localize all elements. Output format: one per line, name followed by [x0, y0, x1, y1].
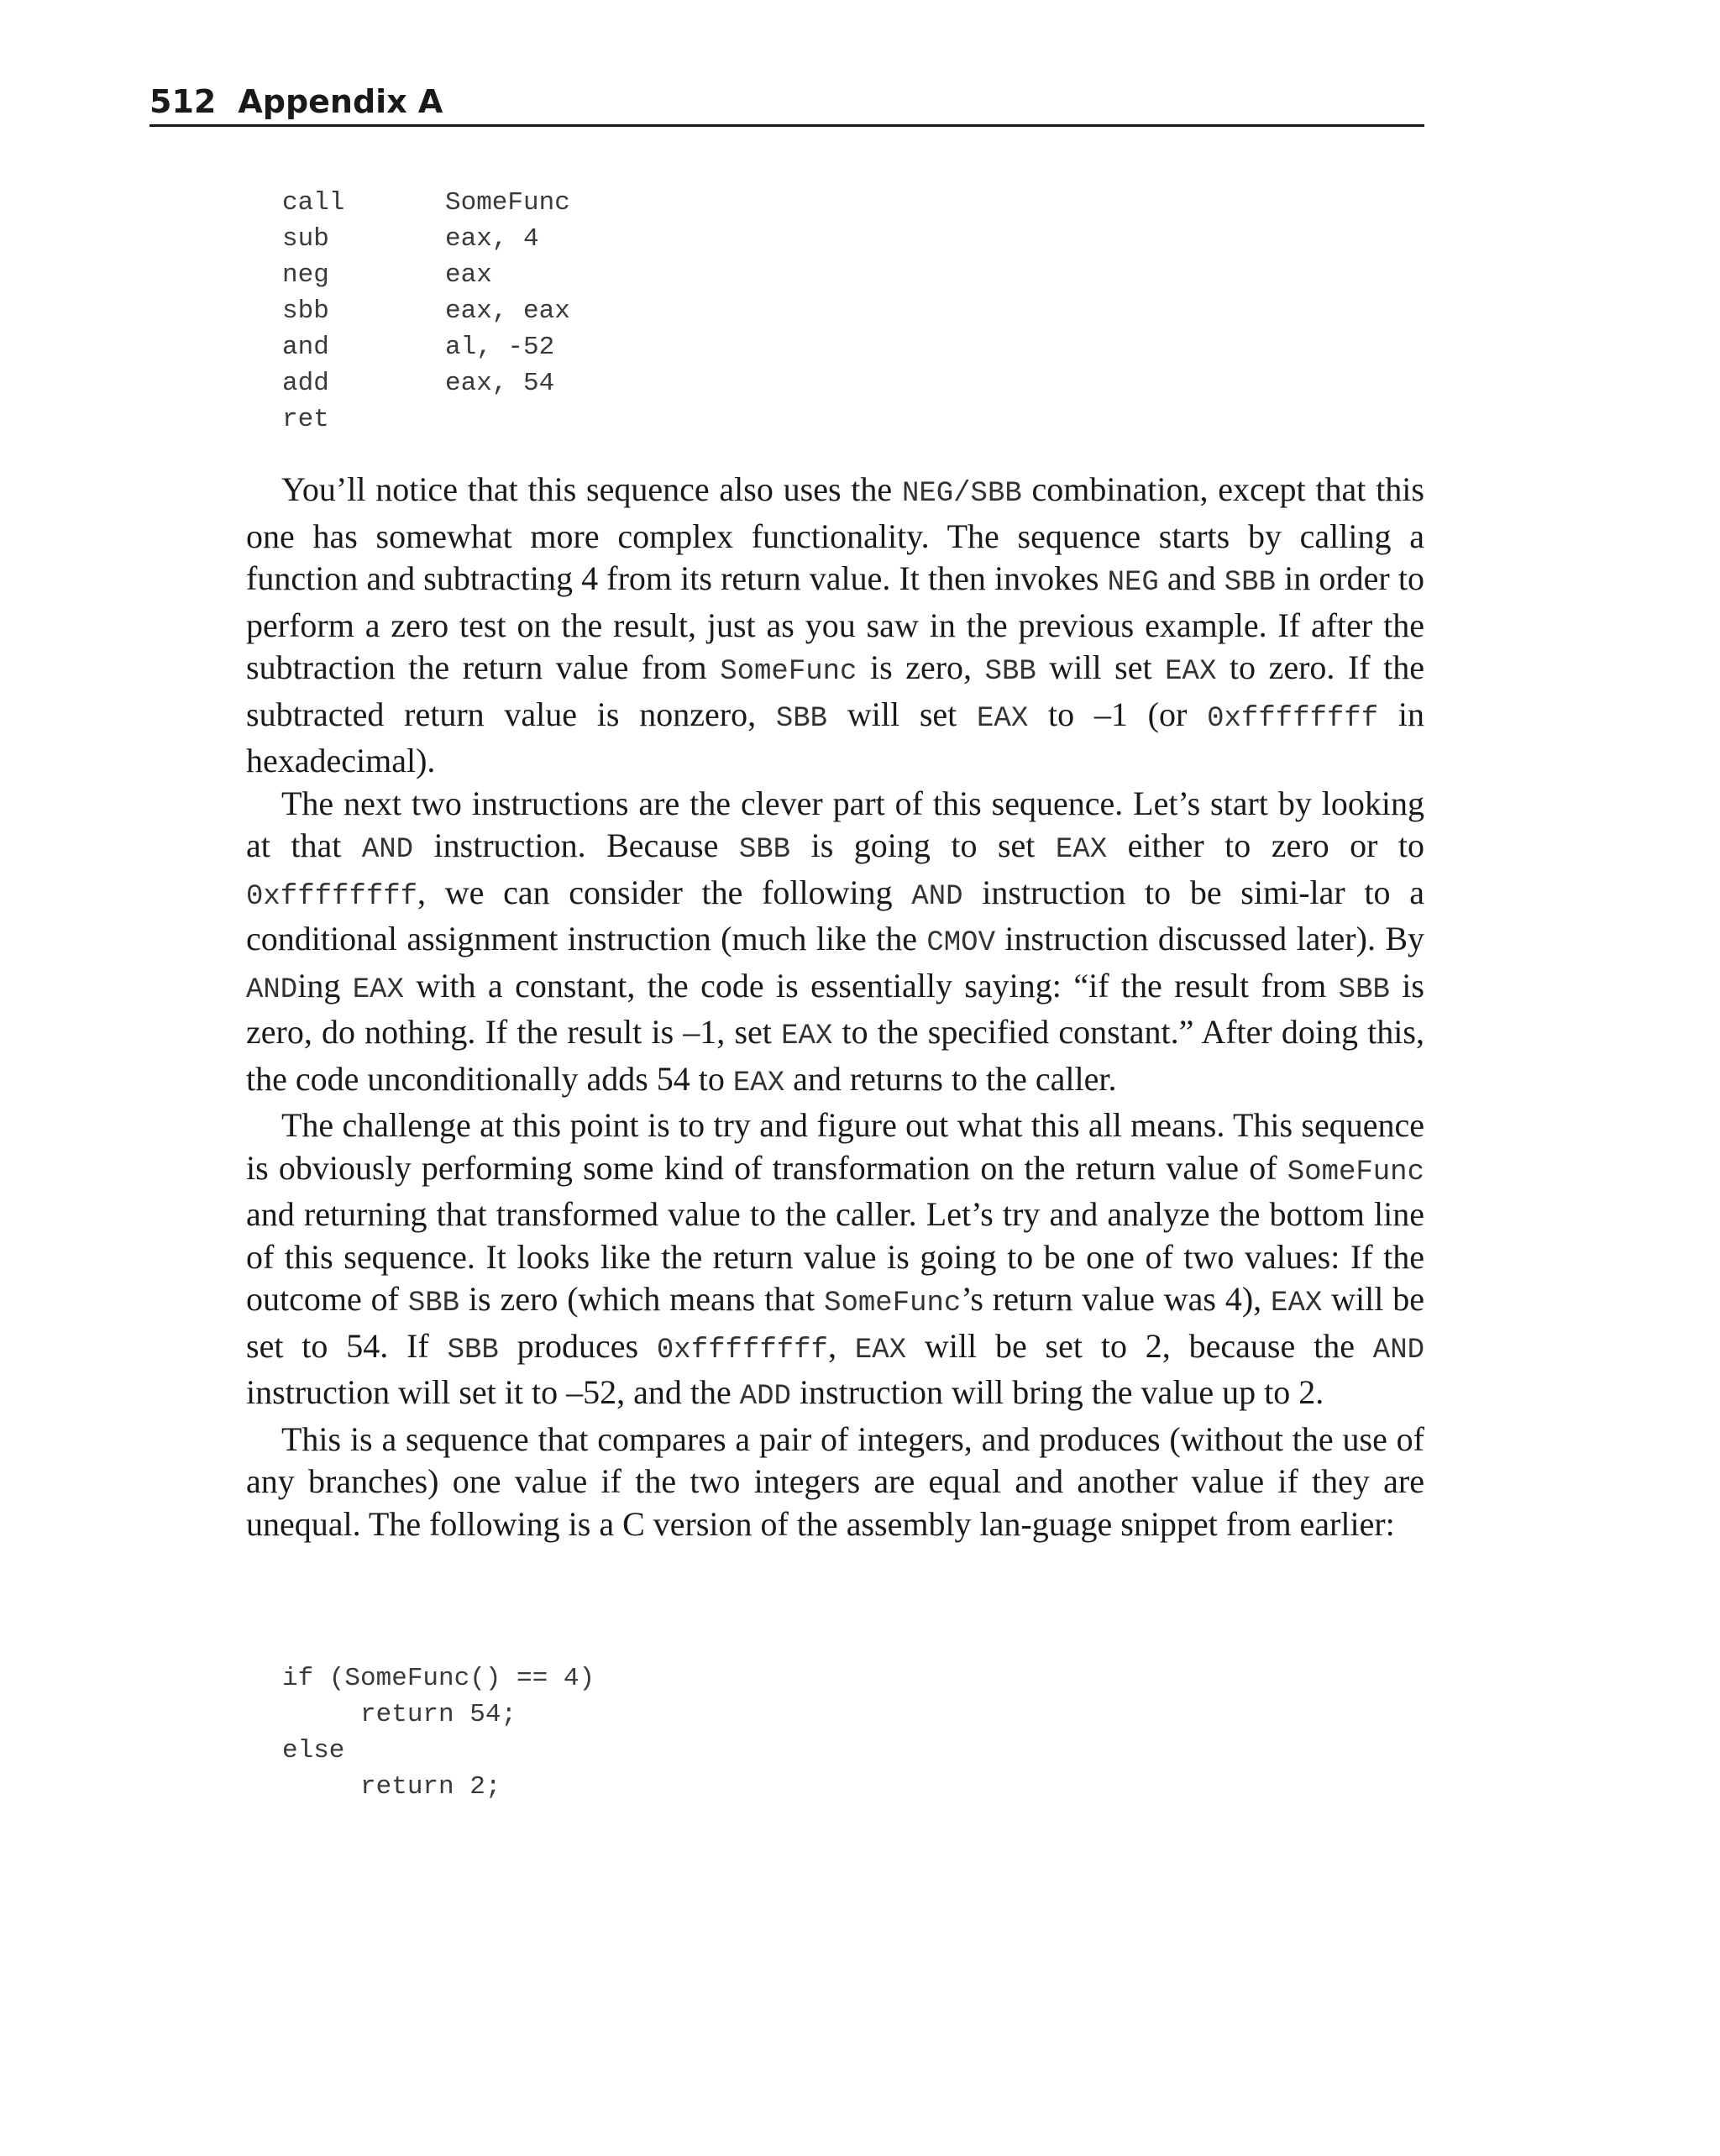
- inline-code: 0xffffffff: [656, 1334, 828, 1367]
- code-mnemonic: neg: [282, 260, 329, 290]
- inline-code: EAX: [1055, 834, 1108, 866]
- inline-code: 0xffffffff: [246, 880, 418, 913]
- code-operands: eax, eax: [445, 296, 570, 326]
- paragraph: [246, 783, 1424, 1105]
- inline-code: AND: [1372, 1334, 1425, 1367]
- code-line: return 54;: [282, 1700, 517, 1729]
- text-run: , we can consider the following: [417, 873, 912, 911]
- text-run: The next two instructions are the clever part of this sequence. Let’s start by looking at that: [246, 784, 1424, 864]
- code-operands: al, -52: [445, 333, 555, 362]
- inline-code: EAX: [352, 973, 404, 1006]
- inline-code: EAX: [977, 702, 1029, 735]
- inline-code: SBB: [775, 702, 828, 735]
- code-line: return 2;: [282, 1772, 501, 1802]
- inline-code: EAX: [781, 1020, 833, 1052]
- text-run: is zero (which means that: [459, 1280, 825, 1318]
- text-run: and returns to the caller.: [784, 1059, 1117, 1098]
- inline-code: SomeFunc: [824, 1288, 962, 1319]
- inline-code: SBB: [407, 1288, 460, 1319]
- text-run: will set: [827, 695, 978, 733]
- inline-code: NEG: [1107, 567, 1159, 599]
- code-line: if (SomeFunc() == 4): [282, 1664, 595, 1693]
- c-code-block: [282, 1660, 595, 1805]
- inline-code: AND: [911, 880, 963, 913]
- code-mnemonic: ret: [282, 405, 329, 434]
- text-run: instruction will set it to –52, and the: [246, 1373, 740, 1411]
- text-run: to zero. If the subtracted return value is nonzero,: [246, 648, 1424, 733]
- text-run: and returning that transformed value to the caller. Let’s try and analyze the bottom line of this sequence. It looks like the return value is going to be one of two values: If the outcome of: [246, 1195, 1424, 1318]
- inline-code: EAX: [1271, 1288, 1323, 1319]
- paragraph: [246, 1104, 1424, 1419]
- page-number: 512: [149, 83, 217, 120]
- text-run: instruction to be simi-lar to a conditional assignment instruction (much like the: [246, 873, 1424, 957]
- inline-code: 0xffffffff: [1207, 702, 1379, 735]
- text-run: and: [1158, 559, 1224, 597]
- text-run: to –1 (or: [1028, 695, 1208, 733]
- code-line: else: [282, 1736, 345, 1765]
- inline-code: SBB: [447, 1334, 499, 1367]
- inline-code: SBB: [984, 656, 1036, 688]
- code-mnemonic: sub: [282, 224, 329, 254]
- code-operands: eax: [445, 260, 492, 290]
- body-text: [246, 469, 1424, 1545]
- text-run: The challenge at this point is to try and figure out what this all means. This sequence is obviously performing some kind of transformation on the return value of: [246, 1106, 1424, 1187]
- text-run: either to zero or to: [1107, 826, 1424, 864]
- inline-code: EAX: [854, 1334, 907, 1367]
- text-run: ing: [297, 966, 353, 1005]
- text-run: instruction. Because: [413, 826, 739, 864]
- text-run: produces: [498, 1326, 657, 1365]
- text-run: ’s return value was 4),: [961, 1280, 1272, 1318]
- inline-code: SBB: [738, 834, 791, 866]
- text-run: is zero,: [857, 648, 985, 686]
- inline-code: SBB: [1338, 973, 1390, 1006]
- inline-code: SomeFunc: [720, 656, 857, 688]
- inline-code: SomeFunc: [1287, 1156, 1424, 1188]
- inline-code: CMOV: [926, 927, 995, 959]
- code-mnemonic: call: [282, 188, 345, 218]
- inline-code: ADD: [739, 1381, 791, 1413]
- code-operands: eax, 4: [445, 224, 539, 254]
- text-run: with a constant, the code is essentially saying: “if the result from: [403, 966, 1339, 1005]
- inline-code: NEG/SBB: [901, 478, 1022, 510]
- text-run: will be set to 2, because the: [906, 1326, 1373, 1365]
- inline-code: AND: [361, 834, 414, 866]
- text-run: instruction discussed later). By: [995, 920, 1424, 957]
- text-run: to the specified constant.” After doing this, the code unconditionally adds 54 to: [246, 1013, 1424, 1098]
- text-run: ,: [827, 1326, 855, 1365]
- text-run: instruction will bring the value up to 2.: [790, 1373, 1324, 1411]
- running-head: [149, 81, 1424, 127]
- paragraph: [246, 1419, 1424, 1546]
- code-mnemonic: sbb: [282, 296, 329, 326]
- text-run: will be set to 54. If: [246, 1280, 1425, 1365]
- inline-code: EAX: [1165, 656, 1217, 688]
- code-operands: eax, 54: [445, 369, 555, 398]
- inline-code: SBB: [1224, 567, 1276, 599]
- code-mnemonic: and: [282, 333, 329, 362]
- inline-code: EAX: [732, 1067, 785, 1099]
- text-run: will set: [1036, 648, 1166, 686]
- section-title: Appendix A: [238, 83, 443, 120]
- text-run: in hexadecimal).: [246, 695, 1424, 779]
- text-run: combination, except that this one has somewhat more complex functionality. The sequence starts by calling a function and subtracting 4 from its return value. It then invokes: [246, 470, 1424, 597]
- code-operands: SomeFunc: [445, 188, 570, 218]
- text-run: in order to perform a zero test on the result, just as you saw in the previous example. If after the subtraction the return value from: [246, 559, 1424, 686]
- text-run: is going to set: [790, 826, 1056, 864]
- text-run: You’ll notice that this sequence also uses the: [281, 470, 902, 508]
- inline-code: AND: [246, 973, 298, 1006]
- text-run: This is a sequence that compares a pair of integers, and produces (without the use of any branches) one value if the two integers are equal and another value if they are unequal. The following is a C version of the assembly lan-guage snippet from earlier:: [246, 1419, 1424, 1543]
- text-run: is zero, do nothing. If the result is –1, set: [246, 966, 1424, 1051]
- paragraph: [246, 469, 1424, 783]
- code-mnemonic: add: [282, 369, 329, 398]
